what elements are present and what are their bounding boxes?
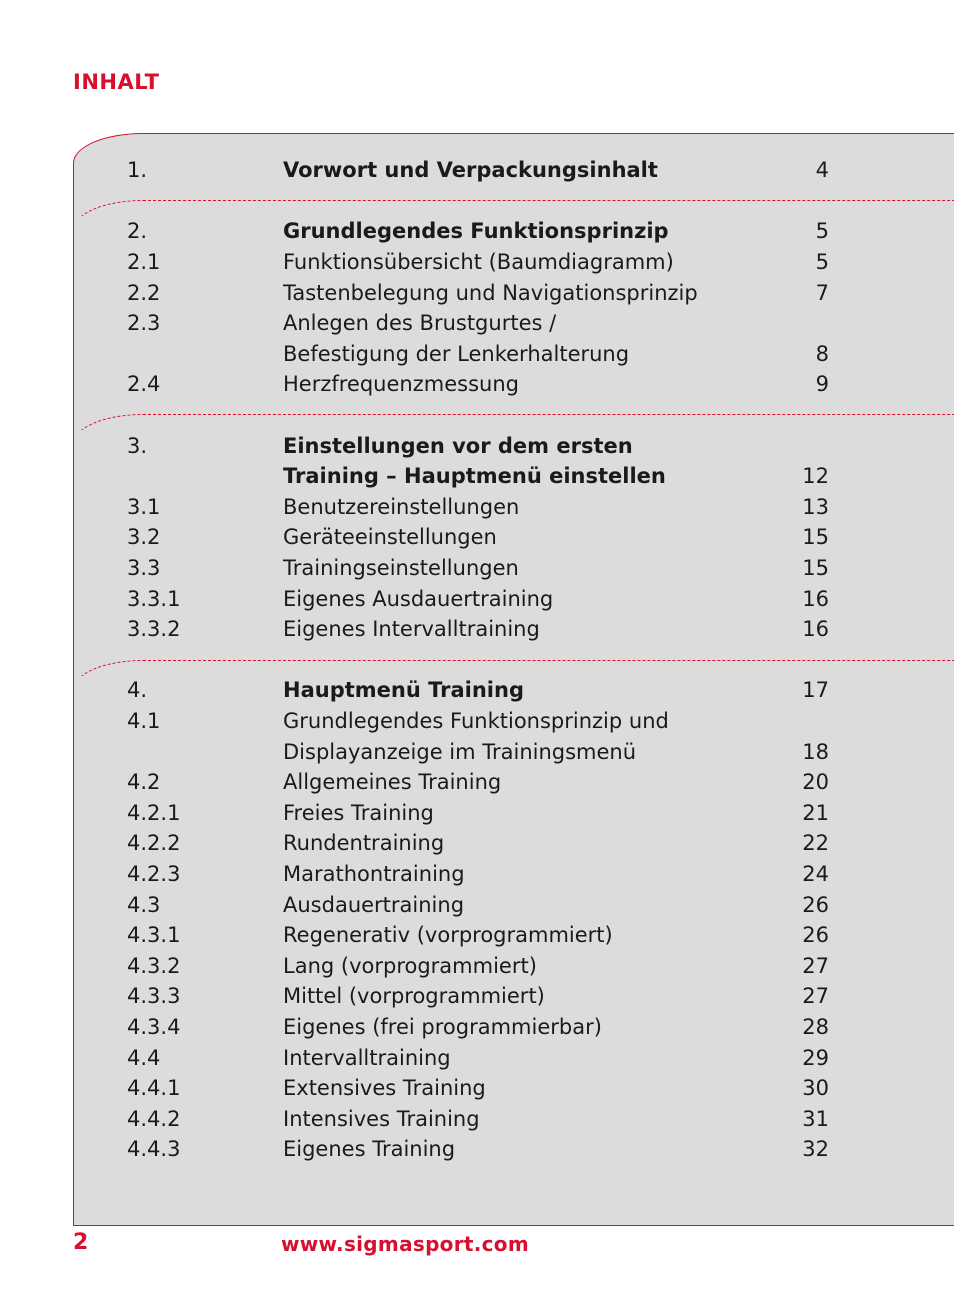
toc-entry-title: Tastenbelegung und Navigationsprinzip (283, 281, 698, 305)
toc-entry-title: Regenerativ (vorprogrammiert) (283, 923, 613, 947)
toc-entry-number: 4.4.2 (127, 1107, 181, 1131)
toc-entry-title: Hauptmenü Training (283, 678, 524, 702)
website-link[interactable]: www.sigmasport.com (281, 1232, 529, 1256)
toc-entry-number: 4.3.3 (127, 984, 181, 1008)
toc-entry-title: Eigenes Intervalltraining (283, 617, 540, 641)
toc-entry-title: Rundentraining (283, 831, 445, 855)
toc-entry-title: Einstellungen vor dem ersten (283, 434, 633, 458)
toc-entry-number: 2. (127, 219, 148, 243)
toc-entry-page: 26 (802, 893, 829, 917)
toc-entry-page: 31 (802, 1107, 829, 1131)
toc-entry-title: Grundlegendes Funktionsprinzip (283, 219, 669, 243)
toc-entry[interactable] (0, 216, 954, 246)
toc-entry-page: 13 (802, 495, 829, 519)
toc-entry-title: Freies Training (283, 801, 434, 825)
toc-entry-number: 4.3 (127, 893, 161, 917)
toc-entry-number: 3.1 (127, 495, 161, 519)
toc-entry-title: Geräteeinstellungen (283, 525, 497, 549)
page-number: 2 (73, 1230, 89, 1255)
toc-entry-page: 16 (802, 587, 829, 611)
toc-entry-page: 27 (802, 954, 829, 978)
toc-entry-number: 4.4.1 (127, 1076, 181, 1100)
toc-entry[interactable] (0, 522, 954, 552)
toc-entry[interactable] (0, 920, 954, 950)
toc-entry-page: 7 (815, 281, 829, 305)
toc-entry-number: 4.3.1 (127, 923, 181, 947)
toc-entry-number: 3.3.1 (127, 587, 181, 611)
toc-entry-title: Marathontraining (283, 862, 465, 886)
toc-entry[interactable] (0, 339, 954, 369)
toc-entry[interactable] (0, 1073, 954, 1103)
toc-entry-page: 15 (802, 556, 829, 580)
toc-entry-title: Ausdauertraining (283, 893, 465, 917)
page-heading: INHALT (73, 70, 160, 94)
toc-entry[interactable] (0, 492, 954, 522)
toc-entry[interactable] (0, 828, 954, 858)
toc-entry[interactable] (0, 737, 954, 767)
toc-entry-number: 4.4.3 (127, 1137, 181, 1161)
toc-entry-number: 3. (127, 434, 148, 458)
toc-entry-page: 4 (815, 158, 829, 182)
toc-entry-page: 8 (815, 342, 829, 366)
toc-entry-page: 22 (802, 831, 829, 855)
toc-entry-title: Eigenes (frei programmierbar) (283, 1015, 602, 1039)
toc-entry-number: 4.2.2 (127, 831, 181, 855)
toc-entry[interactable] (0, 890, 954, 920)
toc-entry-number: 4.2.3 (127, 862, 181, 886)
toc-entry-number: 4.4 (127, 1046, 161, 1070)
toc-entry[interactable] (0, 431, 954, 461)
toc-entry[interactable] (0, 584, 954, 614)
toc-entry[interactable] (0, 461, 954, 491)
toc-entry[interactable] (0, 308, 954, 338)
toc-entry-number: 4.1 (127, 709, 161, 733)
toc-entry-title: Trainingseinstellungen (283, 556, 519, 580)
toc-entry-title: Vorwort und Verpackungsinhalt (283, 158, 658, 182)
toc-entry-title: Training – Hauptmenü einstellen (283, 464, 666, 488)
toc-entry-number: 3.2 (127, 525, 161, 549)
toc-entry-number: 4.3.2 (127, 954, 181, 978)
toc-entry-title: Befestigung der Lenkerhalterung (283, 342, 630, 366)
toc-entry[interactable] (0, 767, 954, 797)
toc-entry[interactable] (0, 278, 954, 308)
toc-entry-page: 5 (815, 250, 829, 274)
toc-entry-title: Intervalltraining (283, 1046, 451, 1070)
toc-entry-number: 4.2.1 (127, 801, 181, 825)
toc-entry[interactable] (0, 247, 954, 277)
toc-entry-number: 2.2 (127, 281, 161, 305)
toc-entry-page: 5 (815, 219, 829, 243)
toc-entry-page: 30 (802, 1076, 829, 1100)
toc-entry-title: Lang (vorprogrammiert) (283, 954, 537, 978)
toc-entry[interactable] (0, 951, 954, 981)
toc-entry-number: 2.4 (127, 372, 161, 396)
toc-entry[interactable] (0, 369, 954, 399)
toc-entry[interactable] (0, 1134, 954, 1164)
toc-entry-title: Grundlegendes Funktionsprinzip und (283, 709, 669, 733)
toc-entry[interactable] (0, 859, 954, 889)
toc-entry-number: 4.2 (127, 770, 161, 794)
toc-entry-page: 32 (802, 1137, 829, 1161)
toc-entry-title: Extensives Training (283, 1076, 486, 1100)
toc-entry-page: 26 (802, 923, 829, 947)
toc-entry-title: Displayanzeige im Trainingsmenü (283, 740, 637, 764)
toc-entry-page: 21 (802, 801, 829, 825)
toc-entry-number: 4.3.4 (127, 1015, 181, 1039)
toc-entry-number: 1. (127, 158, 148, 182)
toc-entry[interactable] (0, 155, 954, 185)
toc-entry-title: Anlegen des Brustgurtes / (283, 311, 557, 335)
toc-entry[interactable] (0, 798, 954, 828)
toc-entry-page: 16 (802, 617, 829, 641)
toc-entry-number: 2.1 (127, 250, 161, 274)
toc-entry-page: 27 (802, 984, 829, 1008)
toc-entry[interactable] (0, 614, 954, 644)
toc-entry-page: 28 (802, 1015, 829, 1039)
toc-entry-number: 3.3 (127, 556, 161, 580)
toc-entry-title: Eigenes Ausdauertraining (283, 587, 554, 611)
toc-entry-title: Allgemeines Training (283, 770, 502, 794)
toc-entry[interactable] (0, 553, 954, 583)
toc-entry-page: 15 (802, 525, 829, 549)
toc-entry[interactable] (0, 1104, 954, 1134)
toc-entry-title: Mittel (vorprogrammiert) (283, 984, 545, 1008)
toc-entry[interactable] (0, 981, 954, 1011)
toc-entry[interactable] (0, 675, 954, 705)
toc-entry-page: 17 (802, 678, 829, 702)
toc-entry-title: Benutzereinstellungen (283, 495, 520, 519)
toc-entry-title: Eigenes Training (283, 1137, 456, 1161)
toc-entry-number: 3.3.2 (127, 617, 181, 641)
toc-entry[interactable] (0, 1043, 954, 1073)
toc-entry[interactable] (0, 1012, 954, 1042)
toc-entry-page: 12 (802, 464, 829, 488)
toc-entry-page: 9 (815, 372, 829, 396)
toc-entry-title: Herzfrequenzmessung (283, 372, 519, 396)
toc-entry-number: 4. (127, 678, 148, 702)
toc-entry-title: Funktionsübersicht (Baumdiagramm) (283, 250, 674, 274)
toc-entry-page: 24 (802, 862, 829, 886)
toc-entry-page: 18 (802, 740, 829, 764)
toc-entry-page: 20 (802, 770, 829, 794)
toc-entry-page: 29 (802, 1046, 829, 1070)
toc-entry-number: 2.3 (127, 311, 161, 335)
toc-entry-title: Intensives Training (283, 1107, 480, 1131)
toc-entry[interactable] (0, 706, 954, 736)
